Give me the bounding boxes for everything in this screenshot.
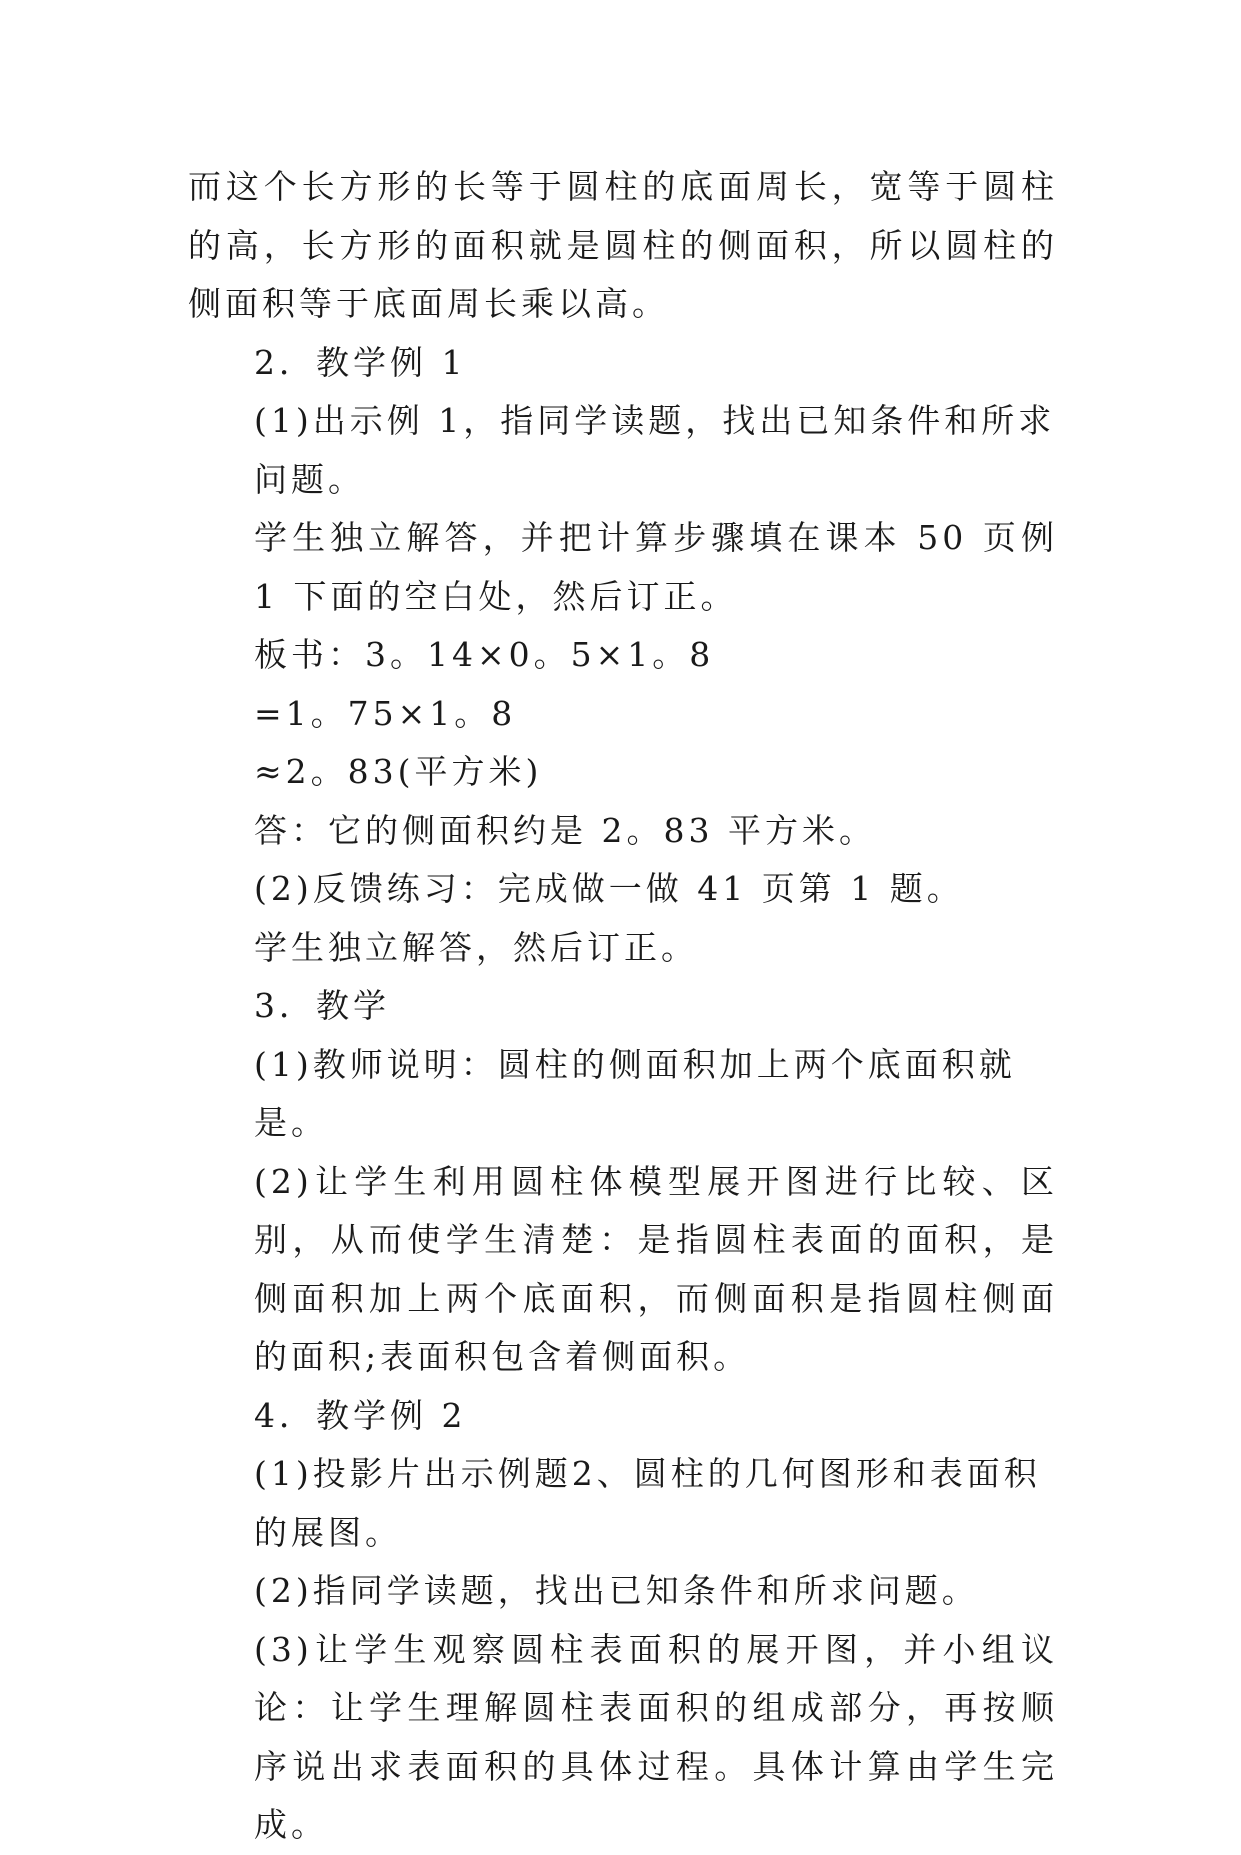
board-formula-line: =1。75×1。8: [254, 693, 517, 733]
paragraph-step: (2)让学生利用圆柱体模型展开图进行比较、区别，从而使学生清楚：是指圆柱表面的面积，是侧面积加上两个底面积，而侧面积是指圆柱侧面的面积;表面积包含着侧面积。: [254, 1161, 1058, 1376]
board-formula-line: 板书：3。14×0。5×1。8: [254, 635, 715, 674]
paragraph-step: 学生独立解答，并把计算步骤填在课本 50 页例 1 下面的空白处，然后订正。: [254, 518, 1073, 616]
heading-example-2: 4．教学例 2: [254, 1395, 467, 1435]
board-formula-line: ≈2。83(平方米): [254, 752, 543, 791]
paragraph-step: (3)让学生观察圆柱表面积的展开图，并小组议论：让学生理解圆柱表面积的组成部分，再按顺序说出求表面积的具体过程。具体计算由学生完成。: [254, 1629, 1058, 1844]
heading-example-1: 2．教学例 1: [254, 342, 467, 382]
paragraph-continued: 而这个长方形的长等于圆柱的底面周长，宽等于圆柱的高，长方形的面积就是圆柱的侧面积，所以圆柱的侧面积等于底面周长乘以高。: [188, 167, 1058, 323]
paragraph-step: (1)出示例 1，指同学读题，找出已知条件和所求问题。: [254, 401, 1056, 499]
paragraph-step: (2)反馈练习：完成做一做 41 页第 1 题。: [254, 869, 964, 908]
paragraph-step: (2)指同学读题，找出已知条件和所求问题。: [254, 1571, 979, 1610]
paragraph-step: (1)教师说明：圆柱的侧面积加上两个底面积就是。: [254, 1044, 1016, 1142]
document-body: [188, 158, 1073, 1855]
answer-line: 答：它的侧面积约是 2。83 平方米。: [254, 810, 876, 850]
heading-teaching-3: 3．教学: [254, 986, 390, 1025]
paragraph-step: 学生独立解答，然后订正。: [254, 927, 698, 967]
paragraph-step: (1)投影片出示例题2、圆柱的几何图形和表面积的展图。: [254, 1454, 1041, 1552]
